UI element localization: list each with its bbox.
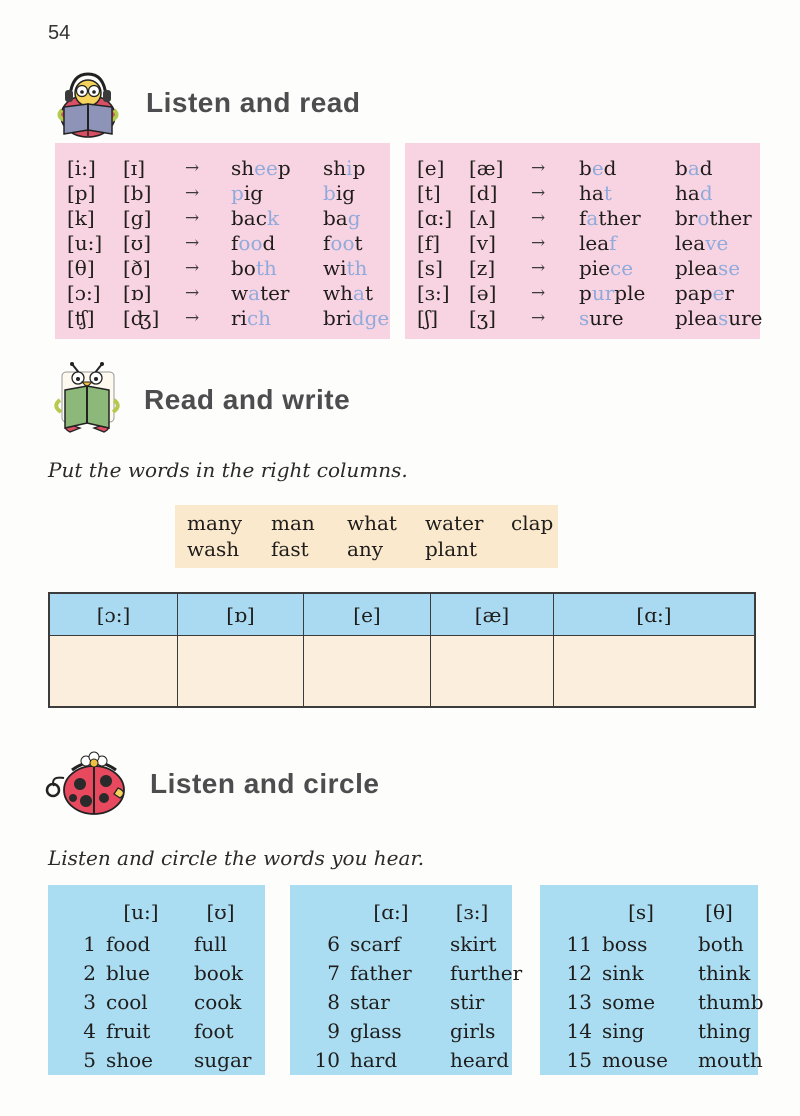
plain-letter: r xyxy=(724,280,734,305)
minimal-pair-row xyxy=(67,205,390,230)
highlighted-letter: b xyxy=(323,180,336,205)
sorting-table-body-row xyxy=(50,636,754,706)
phoneme-symbol-1: [t] xyxy=(417,180,441,205)
plain-letter: pie xyxy=(579,255,611,280)
highlighted-letter: g xyxy=(347,205,361,230)
phoneme-symbol-2: [b] xyxy=(123,180,152,205)
example-word-1 xyxy=(231,306,323,330)
phoneme-symbol-2: [æ] xyxy=(469,155,504,180)
sort-column-header: [æ] xyxy=(431,594,554,636)
example-word-2 xyxy=(675,206,760,230)
plain-letter: ple xyxy=(614,280,646,305)
highlighted-letter: dge xyxy=(351,305,390,330)
highlighted-letter: e xyxy=(591,155,604,180)
highlighted-letter: k xyxy=(266,205,280,230)
plain-letter: ther xyxy=(709,205,752,230)
plain-letter: ri xyxy=(231,305,247,330)
highlighted-letter: a xyxy=(586,205,599,230)
choice-word-2: foot xyxy=(194,1018,234,1043)
example-word-1 xyxy=(579,231,675,255)
plain-letter: p xyxy=(277,155,291,180)
word-bank-item: many xyxy=(187,511,243,535)
item-number: 10 xyxy=(314,1047,340,1072)
sort-answer-cell xyxy=(554,636,754,706)
choice-word-2: stir xyxy=(450,989,485,1014)
highlighted-letter: ve xyxy=(705,230,729,255)
highlighted-letter: a xyxy=(353,280,365,305)
phoneme-symbol-1: [f] xyxy=(417,230,441,255)
choice-word-1: glass xyxy=(350,1018,402,1043)
example-word-2 xyxy=(323,206,390,230)
arrow-icon: → xyxy=(185,307,200,328)
plain-letter: t xyxy=(354,230,363,255)
minimal-pair-row xyxy=(417,155,760,180)
listen-circle-panel xyxy=(48,885,764,1075)
example-word-1 xyxy=(579,181,675,205)
choice-word-2: think xyxy=(698,960,751,985)
word-bank-item: clap xyxy=(511,511,554,535)
plain-letter: ure xyxy=(728,305,763,330)
plain-letter: bri xyxy=(323,305,352,330)
plain-letter: bo xyxy=(231,255,256,280)
phoneme-symbol-1: [u:] xyxy=(67,230,103,255)
plain-letter: plea xyxy=(675,255,718,280)
word-bank xyxy=(175,505,558,568)
example-word-1 xyxy=(231,156,323,180)
word-bank-item: man xyxy=(271,511,315,535)
item-number: 14 xyxy=(566,1018,592,1043)
word-bank-item: what xyxy=(347,511,397,535)
minimal-pair-row xyxy=(67,155,390,180)
highlighted-letter: ce xyxy=(610,255,634,280)
circle-table-header-row xyxy=(290,895,512,929)
arrow-icon: → xyxy=(185,282,200,303)
circle-word-row xyxy=(290,958,523,987)
example-word-2 xyxy=(323,281,390,305)
item-number: 12 xyxy=(566,960,592,985)
instruction-read-write: Put the words in the right columns. xyxy=(48,458,408,482)
arrow-icon: → xyxy=(185,232,200,253)
example-word-2 xyxy=(323,181,390,205)
circle-word-row xyxy=(48,929,265,958)
plain-letter: ig xyxy=(335,180,356,205)
arrow-icon: → xyxy=(531,157,546,178)
plain-letter: p xyxy=(579,280,592,305)
example-word-2 xyxy=(323,256,390,280)
example-word-2 xyxy=(323,306,390,330)
circle-word-row xyxy=(48,987,265,1016)
plain-letter: ba xyxy=(323,205,348,230)
minimal-pair-row xyxy=(417,305,763,330)
plain-letter: pap xyxy=(675,280,713,305)
plain-letter: ter xyxy=(260,280,290,305)
section-title: Read and write xyxy=(144,384,351,415)
highlighted-letter: a xyxy=(687,155,700,180)
minimal-pair-row xyxy=(417,255,760,280)
choice-word-1: hard xyxy=(350,1047,398,1072)
phoneme-symbol-2: [ð] xyxy=(123,255,151,280)
ladybug-listening-icon xyxy=(40,748,132,820)
phoneme-symbol-2: [z] xyxy=(469,255,496,280)
item-number: 6 xyxy=(327,931,340,956)
choice-word-1: shoe xyxy=(106,1047,154,1072)
phoneme-column-header: [ɑ:] xyxy=(373,900,409,924)
section-heading-read-write xyxy=(48,362,350,438)
circle-word-row xyxy=(48,958,265,987)
choice-word-1: some xyxy=(602,989,656,1014)
plain-letter: ure xyxy=(589,305,624,330)
phoneme-symbol-2: [ʊ] xyxy=(123,230,152,255)
choice-word-2: further xyxy=(450,960,523,985)
item-number: 9 xyxy=(327,1018,340,1043)
sort-answer-cell xyxy=(431,636,554,706)
example-word-1 xyxy=(579,206,675,230)
phoneme-symbol-2: [ʒ] xyxy=(469,305,496,330)
plain-letter: sh xyxy=(323,155,347,180)
choice-word-1: cool xyxy=(106,989,148,1014)
sort-answer-cell xyxy=(178,636,304,706)
minimal-pair-row xyxy=(417,230,760,255)
circle-word-row xyxy=(48,1016,265,1045)
minimal-pair-row xyxy=(67,180,390,205)
plain-letter: ther xyxy=(598,205,641,230)
phoneme-symbol-1: [ɑ:] xyxy=(417,205,453,230)
choice-word-1: food xyxy=(106,931,151,956)
word-bank-item: any xyxy=(347,537,384,561)
choice-word-2: skirt xyxy=(450,931,497,956)
example-word-2 xyxy=(675,306,763,330)
highlighted-letter: th xyxy=(255,255,277,280)
phoneme-symbol-2: [d] xyxy=(469,180,498,205)
phoneme-symbol-1: [ɜ:] xyxy=(417,280,450,305)
section-title: Listen and read xyxy=(146,87,361,118)
arrow-icon: → xyxy=(185,157,200,178)
example-word-1 xyxy=(231,256,323,280)
minimal-pair-row xyxy=(417,280,760,305)
highlighted-letter: s xyxy=(717,305,729,330)
plain-letter: d xyxy=(603,155,617,180)
plain-letter: d xyxy=(699,155,713,180)
item-number: 15 xyxy=(566,1047,592,1072)
daisy-decoration xyxy=(81,752,107,767)
phoneme-symbol-2: [ɒ] xyxy=(123,280,152,305)
arrow-icon: → xyxy=(531,207,546,228)
example-word-1 xyxy=(231,181,323,205)
example-word-1 xyxy=(579,256,675,280)
choice-word-1: scarf xyxy=(350,931,401,956)
arrow-icon: → xyxy=(185,182,200,203)
highlighted-letter: ur xyxy=(591,280,615,305)
page-number: 54 xyxy=(48,22,71,44)
sort-column-header: [ɒ] xyxy=(178,594,304,636)
choice-word-1: sing xyxy=(602,1018,645,1043)
phoneme-symbol-1: [ɔ:] xyxy=(67,280,101,305)
example-word-2 xyxy=(675,231,760,255)
phoneme-column-header: [u:] xyxy=(123,900,159,924)
example-word-2 xyxy=(675,256,760,280)
plain-letter: wh xyxy=(323,280,353,305)
section-heading-listen-circle xyxy=(40,748,379,820)
ladybug-headphones-book-icon xyxy=(48,66,128,140)
highlighted-letter: t xyxy=(603,180,612,205)
phoneme-column-header: [s] xyxy=(628,900,654,924)
example-word-1 xyxy=(231,206,323,230)
ladybug-reading-book-icon xyxy=(48,362,126,438)
plain-letter: sh xyxy=(231,155,255,180)
arrow-icon: → xyxy=(185,207,200,228)
plain-letter: f xyxy=(323,230,331,255)
minimal-pair-row xyxy=(67,230,390,255)
choice-word-1: boss xyxy=(602,931,648,956)
arrow-icon: → xyxy=(185,257,200,278)
sort-column-header: [ɑ:] xyxy=(554,594,754,636)
highlighted-letter: se xyxy=(717,255,741,280)
choice-word-1: mouse xyxy=(602,1047,668,1072)
phoneme-symbol-1: [ʃ] xyxy=(417,305,439,330)
minimal-pair-row xyxy=(417,205,760,230)
example-word-1 xyxy=(579,281,675,305)
minimal-pair-row xyxy=(417,180,760,205)
choice-word-2: heard xyxy=(450,1047,510,1072)
circle-table-header-row xyxy=(540,895,758,929)
circle-word-row xyxy=(540,958,758,987)
minimal-pair-row xyxy=(67,255,390,280)
item-number: 8 xyxy=(327,989,340,1014)
arrow-icon: → xyxy=(531,232,546,253)
arrow-icon: → xyxy=(531,307,546,328)
phoneme-column-header: [ɜ:] xyxy=(455,900,489,924)
choice-word-2: book xyxy=(194,960,244,985)
example-word-1 xyxy=(231,281,323,305)
word-bank-item: fast xyxy=(271,537,309,561)
phoneme-symbol-2: [ʌ] xyxy=(469,205,496,230)
phoneme-symbol-1: [ʧ] xyxy=(67,305,95,330)
plain-letter: t xyxy=(364,280,373,305)
section-title: Listen and circle xyxy=(150,768,380,799)
highlighted-letter: d xyxy=(699,180,713,205)
minimal-pairs-table-right xyxy=(405,143,763,339)
phoneme-symbol-2: [ʤ] xyxy=(123,305,160,330)
sort-answer-cell xyxy=(304,636,431,706)
example-word-2 xyxy=(675,156,760,180)
sort-column-header: [e] xyxy=(304,594,431,636)
phoneme-symbol-2: [ə] xyxy=(469,280,497,305)
example-word-2 xyxy=(323,156,390,180)
plain-letter: f xyxy=(231,230,239,255)
word-bank-item: water xyxy=(425,511,484,535)
arrow-icon: → xyxy=(531,257,546,278)
item-number: 4 xyxy=(83,1018,96,1043)
choice-word-1: blue xyxy=(106,960,150,985)
plain-letter: f xyxy=(579,205,587,230)
plain-letter: p xyxy=(352,155,366,180)
minimal-pairs-table-left xyxy=(55,143,390,339)
item-number: 2 xyxy=(83,960,96,985)
circle-word-row xyxy=(48,1045,265,1074)
section-heading-listen-read xyxy=(48,66,360,140)
example-word-1 xyxy=(579,306,675,330)
highlighted-letter: oo xyxy=(330,230,355,255)
example-word-1 xyxy=(579,156,675,180)
circle-word-row xyxy=(290,929,512,958)
plain-letter: ig xyxy=(243,180,264,205)
highlighted-letter: o xyxy=(697,205,710,230)
choice-word-1: sink xyxy=(602,960,644,985)
sort-column-header: [ɔ:] xyxy=(50,594,178,636)
minimal-pair-row xyxy=(67,305,390,330)
item-number: 5 xyxy=(83,1047,96,1072)
plain-letter: d xyxy=(262,230,276,255)
phoneme-symbol-1: [p] xyxy=(67,180,96,205)
choice-word-2: full xyxy=(194,931,228,956)
phoneme-symbol-2: [ɪ] xyxy=(123,155,146,180)
circle-table-a xyxy=(290,885,523,1075)
highlighted-letter: ee xyxy=(254,155,278,180)
minimal-pairs-panel xyxy=(55,143,763,339)
choice-word-2: cook xyxy=(194,989,242,1014)
arrow-icon: → xyxy=(531,182,546,203)
example-word-2 xyxy=(323,231,390,255)
choice-word-2: thing xyxy=(698,1018,751,1043)
word-bank-item: plant xyxy=(425,537,478,561)
highlighted-letter: a xyxy=(248,280,261,305)
plain-letter: b xyxy=(579,155,592,180)
choice-word-1: fruit xyxy=(106,1018,151,1043)
circle-table-s xyxy=(540,885,764,1075)
plain-letter: w xyxy=(231,280,249,305)
highlighted-letter: f xyxy=(609,230,617,255)
choice-word-2: thumb xyxy=(698,989,764,1014)
choice-word-1: father xyxy=(350,960,412,985)
plain-letter: lea xyxy=(675,230,706,255)
plain-letter: bac xyxy=(231,205,267,230)
item-number: 7 xyxy=(327,960,340,985)
plain-letter: plea xyxy=(675,305,718,330)
item-number: 11 xyxy=(566,931,592,956)
example-word-1 xyxy=(231,231,323,255)
phoneme-column-header: [ʊ] xyxy=(206,900,235,924)
choice-word-2: girls xyxy=(450,1018,496,1043)
circle-word-row xyxy=(540,929,758,958)
highlighted-letter: i xyxy=(346,155,353,180)
choice-word-2: sugar xyxy=(194,1047,252,1072)
example-word-2 xyxy=(675,281,760,305)
plain-letter: ha xyxy=(579,180,604,205)
instruction-listen-circle: Listen and circle the words you hear. xyxy=(48,846,425,870)
sorting-table-header-row xyxy=(50,594,754,636)
circle-word-row xyxy=(540,1045,763,1074)
plain-letter: ha xyxy=(675,180,700,205)
plain-letter: lea xyxy=(579,230,610,255)
circle-word-row xyxy=(290,1016,512,1045)
highlighted-letter: s xyxy=(579,305,590,330)
circle-word-row xyxy=(290,987,512,1016)
phoneme-symbol-1: [e] xyxy=(417,155,445,180)
phoneme-column-header: [θ] xyxy=(705,900,733,924)
example-word-2 xyxy=(675,181,760,205)
phoneme-symbol-1: [θ] xyxy=(67,255,95,280)
phoneme-sorting-table xyxy=(48,592,756,708)
circle-word-row xyxy=(540,987,764,1016)
highlighted-letter: p xyxy=(231,180,244,205)
item-number: 13 xyxy=(566,989,592,1014)
sort-answer-cell xyxy=(50,636,178,706)
choice-word-2: mouth xyxy=(698,1047,763,1072)
plain-letter: wi xyxy=(323,255,347,280)
phoneme-symbol-1: [i:] xyxy=(67,155,96,180)
phoneme-symbol-1: [s] xyxy=(417,255,443,280)
circle-table-header-row xyxy=(48,895,265,929)
plain-letter: b xyxy=(675,155,688,180)
phoneme-symbol-2: [g] xyxy=(123,205,152,230)
word-bank-item: wash xyxy=(187,537,240,561)
circle-word-row xyxy=(540,1016,758,1045)
phoneme-symbol-1: [k] xyxy=(67,205,95,230)
item-number: 1 xyxy=(83,931,96,956)
phoneme-symbol-2: [v] xyxy=(469,230,496,255)
circle-word-row xyxy=(290,1045,512,1074)
choice-word-2: both xyxy=(698,931,744,956)
minimal-pair-row xyxy=(67,280,390,305)
highlighted-letter: th xyxy=(346,255,368,280)
choice-word-1: star xyxy=(350,989,390,1014)
word-bank-empty xyxy=(511,537,566,563)
circle-table-u xyxy=(48,885,265,1075)
highlighted-letter: oo xyxy=(238,230,263,255)
highlighted-letter: e xyxy=(712,280,725,305)
highlighted-letter: ch xyxy=(246,305,272,330)
plain-letter: br xyxy=(675,205,698,230)
item-number: 3 xyxy=(83,989,96,1014)
arrow-icon: → xyxy=(531,282,546,303)
